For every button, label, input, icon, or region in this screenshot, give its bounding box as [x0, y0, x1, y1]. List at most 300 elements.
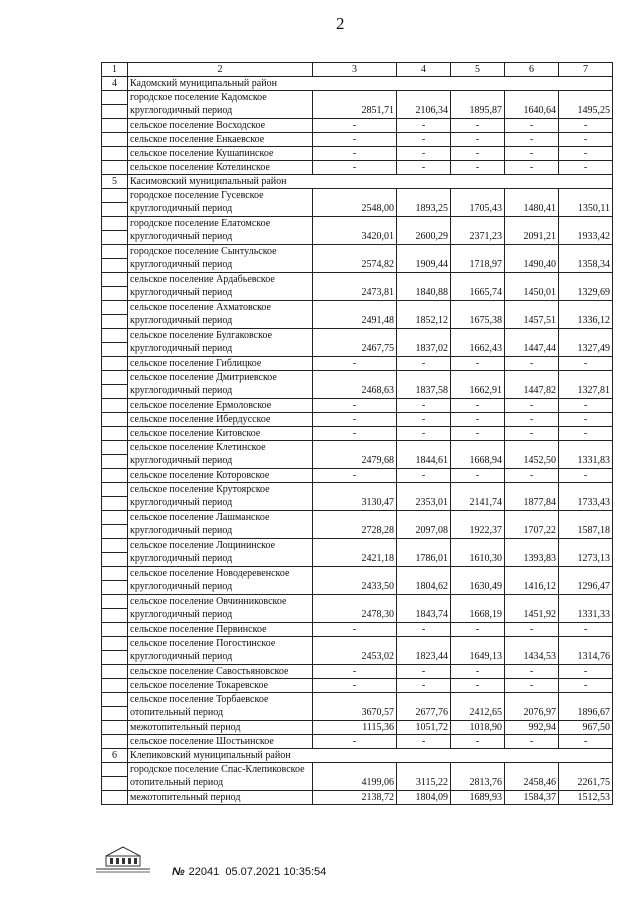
value-cell: 1331,83: [559, 455, 613, 469]
dash-cell: -: [313, 427, 397, 441]
dash-cell: -: [313, 679, 397, 693]
empty-cell: [397, 693, 451, 707]
row-index-cell: [102, 623, 128, 637]
region-row: [102, 175, 613, 189]
value-cell: 2479,68: [313, 455, 397, 469]
row-index-cell: [102, 553, 128, 567]
column-header: 2: [128, 63, 313, 77]
empty-cell: [451, 567, 505, 581]
dash-cell: -: [397, 119, 451, 133]
dash-cell: -: [451, 161, 505, 175]
dash-cell: -: [397, 413, 451, 427]
value-cell: 1804,62: [397, 581, 451, 595]
empty-cell: [505, 539, 559, 553]
region-name: Касимовский муниципальный район: [128, 175, 613, 189]
settlement-name: сельское поселение Ибердусское: [128, 413, 313, 427]
dash-cell: -: [505, 469, 559, 483]
row-index-cell: [102, 665, 128, 679]
row-index-cell: [102, 455, 128, 469]
value-cell: 2433,50: [313, 581, 397, 595]
empty-cell: [313, 371, 397, 385]
value-cell: 1718,97: [451, 259, 505, 273]
empty-cell: [313, 763, 397, 777]
period-name: круглогодичный период: [128, 525, 313, 539]
empty-cell: [451, 595, 505, 609]
dash-cell: -: [313, 161, 397, 175]
value-cell: 1610,30: [451, 553, 505, 567]
settlement-row: [102, 301, 613, 315]
document-number: 22041: [188, 866, 220, 878]
value-cell: 1665,74: [451, 287, 505, 301]
dash-cell: -: [559, 399, 613, 413]
settlement-name: сельское поселение Савостьяновское: [128, 665, 313, 679]
settlement-row: [102, 567, 613, 581]
empty-cell: [451, 91, 505, 105]
empty-cell: [313, 189, 397, 203]
dash-cell: -: [397, 357, 451, 371]
dash-cell: -: [313, 735, 397, 749]
dash-cell: -: [505, 399, 559, 413]
row-index-cell: [102, 581, 128, 595]
empty-cell: [313, 245, 397, 259]
settlement-row: [102, 371, 613, 385]
row-index-cell: [102, 539, 128, 553]
value-cell: 1786,01: [397, 553, 451, 567]
row-index-cell: [102, 343, 128, 357]
value-row: [102, 231, 613, 245]
settlement-name: сельское поселение Токаревское: [128, 679, 313, 693]
empty-cell: [505, 371, 559, 385]
value-cell: 1662,43: [451, 343, 505, 357]
value-cell: 1804,09: [397, 791, 451, 805]
stamp-emblem: [92, 842, 154, 874]
dash-cell: -: [451, 133, 505, 147]
row-index-cell: [102, 203, 128, 217]
value-row: [102, 315, 613, 329]
settlement-name: сельское поселение Торбаевское: [128, 693, 313, 707]
empty-cell: [397, 511, 451, 525]
value-row: [102, 609, 613, 623]
value-cell: 1705,43: [451, 203, 505, 217]
empty-cell: [559, 273, 613, 287]
no-value-row: [102, 665, 613, 679]
empty-cell: [451, 539, 505, 553]
settlement-row: [102, 273, 613, 287]
value-cell: 2491,48: [313, 315, 397, 329]
empty-cell: [559, 371, 613, 385]
value-row: [102, 553, 613, 567]
value-cell: 2473,81: [313, 287, 397, 301]
value-cell: 1909,44: [397, 259, 451, 273]
column-header: 5: [451, 63, 505, 77]
dash-cell: -: [505, 665, 559, 679]
value-cell: 1707,22: [505, 525, 559, 539]
settlement-name: сельское поселение Ардабьевское: [128, 273, 313, 287]
tariff-table: [101, 62, 613, 805]
row-index-cell: [102, 595, 128, 609]
value-cell: 1451,92: [505, 609, 559, 623]
value-cell: 1877,84: [505, 497, 559, 511]
value-cell: 1933,42: [559, 231, 613, 245]
value-cell: 1840,88: [397, 287, 451, 301]
row-index-cell: [102, 133, 128, 147]
empty-cell: [451, 511, 505, 525]
value-cell: 967,50: [559, 721, 613, 735]
empty-cell: [559, 329, 613, 343]
row-index-cell: [102, 259, 128, 273]
value-cell: 1823,44: [397, 651, 451, 665]
value-row: [102, 385, 613, 399]
value-cell: 1115,36: [313, 721, 397, 735]
period-name: круглогодичный период: [128, 609, 313, 623]
region-row: [102, 77, 613, 91]
settlement-name: городское поселение Кадомское: [128, 91, 313, 105]
empty-cell: [559, 91, 613, 105]
row-index-cell: [102, 329, 128, 343]
empty-cell: [397, 441, 451, 455]
value-cell: 1490,40: [505, 259, 559, 273]
empty-cell: [559, 637, 613, 651]
value-row: [102, 777, 613, 791]
empty-cell: [505, 441, 559, 455]
row-index-cell: [102, 693, 128, 707]
empty-cell: [451, 329, 505, 343]
period-name: круглогодичный период: [128, 455, 313, 469]
empty-cell: [451, 693, 505, 707]
value-cell: 1837,02: [397, 343, 451, 357]
value-cell: 1649,13: [451, 651, 505, 665]
empty-cell: [559, 567, 613, 581]
dash-cell: -: [505, 147, 559, 161]
dash-cell: -: [397, 147, 451, 161]
period-name: круглогодичный период: [128, 581, 313, 595]
value-cell: 3420,01: [313, 231, 397, 245]
value-cell: 2138,72: [313, 791, 397, 805]
value-cell: 1640,64: [505, 105, 559, 119]
value-cell: 2261,75: [559, 777, 613, 791]
dash-cell: -: [313, 413, 397, 427]
dash-cell: -: [559, 147, 613, 161]
empty-cell: [451, 483, 505, 497]
empty-cell: [397, 91, 451, 105]
column-header: 7: [559, 63, 613, 77]
empty-cell: [505, 637, 559, 651]
dash-cell: -: [313, 399, 397, 413]
settlement-name: городское поселение Спас-Клепиковское: [128, 763, 313, 777]
empty-cell: [313, 693, 397, 707]
row-index-cell: [102, 399, 128, 413]
settlement-name: сельское поселение Ермоловское: [128, 399, 313, 413]
empty-cell: [313, 441, 397, 455]
region-number: 5: [102, 175, 128, 189]
empty-cell: [451, 763, 505, 777]
settlement-name: сельское поселение Енкаевское: [128, 133, 313, 147]
row-index-cell: [102, 119, 128, 133]
row-index-cell: [102, 217, 128, 231]
empty-cell: [451, 637, 505, 651]
settlement-name: городское поселение Елатомское: [128, 217, 313, 231]
empty-cell: [397, 189, 451, 203]
row-index-cell: [102, 441, 128, 455]
row-index-cell: [102, 777, 128, 791]
empty-cell: [559, 441, 613, 455]
column-header: 3: [313, 63, 397, 77]
document-datetime: 05.07.2021 10:35:54: [225, 866, 327, 878]
settlement-row: [102, 483, 613, 497]
value-row: [102, 497, 613, 511]
row-index-cell: [102, 231, 128, 245]
settlement-name: сельское поселение Гиблицкое: [128, 357, 313, 371]
settlement-name: сельское поселение Дмитриевское: [128, 371, 313, 385]
value-cell: 1668,19: [451, 609, 505, 623]
value-cell: 1852,12: [397, 315, 451, 329]
dash-cell: -: [559, 161, 613, 175]
value-row: [102, 651, 613, 665]
dash-cell: -: [505, 735, 559, 749]
dash-cell: -: [559, 623, 613, 637]
empty-cell: [505, 189, 559, 203]
value-cell: 992,94: [505, 721, 559, 735]
value-cell: 2141,74: [451, 497, 505, 511]
empty-cell: [559, 763, 613, 777]
period-name: круглогодичный период: [128, 287, 313, 301]
period-name: круглогодичный период: [128, 315, 313, 329]
empty-cell: [559, 245, 613, 259]
period-name: круглогодичный период: [128, 343, 313, 357]
empty-cell: [397, 539, 451, 553]
value-cell: 1893,25: [397, 203, 451, 217]
value-cell: 1447,44: [505, 343, 559, 357]
no-value-row: [102, 413, 613, 427]
value-row: [102, 203, 613, 217]
region-number: 4: [102, 77, 128, 91]
value-cell: 1447,82: [505, 385, 559, 399]
period-name: круглогодичный период: [128, 553, 313, 567]
dash-cell: -: [451, 665, 505, 679]
value-row: [102, 721, 613, 735]
value-cell: 1922,37: [451, 525, 505, 539]
value-cell: 2412,65: [451, 707, 505, 721]
column-header: 4: [397, 63, 451, 77]
empty-cell: [559, 693, 613, 707]
empty-cell: [397, 217, 451, 231]
dash-cell: -: [559, 469, 613, 483]
empty-cell: [451, 441, 505, 455]
value-cell: 2600,29: [397, 231, 451, 245]
value-cell: 1480,41: [505, 203, 559, 217]
empty-cell: [505, 483, 559, 497]
empty-cell: [397, 637, 451, 651]
settlement-row: [102, 637, 613, 651]
no-value-row: [102, 119, 613, 133]
row-index-cell: [102, 189, 128, 203]
row-index-cell: [102, 483, 128, 497]
dash-cell: -: [313, 665, 397, 679]
row-index-cell: [102, 357, 128, 371]
value-cell: 1584,37: [505, 791, 559, 805]
empty-cell: [505, 273, 559, 287]
dash-cell: -: [505, 161, 559, 175]
empty-cell: [313, 483, 397, 497]
empty-cell: [397, 483, 451, 497]
value-cell: 1668,94: [451, 455, 505, 469]
settlement-name: сельское поселение Лашманское: [128, 511, 313, 525]
dash-cell: -: [451, 679, 505, 693]
value-cell: 1512,53: [559, 791, 613, 805]
value-row: [102, 581, 613, 595]
settlement-row: [102, 539, 613, 553]
value-cell: 1296,47: [559, 581, 613, 595]
dash-cell: -: [505, 679, 559, 693]
settlement-name: сельское поселение Клетинское: [128, 441, 313, 455]
no-value-row: [102, 133, 613, 147]
row-index-cell: [102, 287, 128, 301]
value-cell: 1416,12: [505, 581, 559, 595]
row-index-cell: [102, 315, 128, 329]
empty-cell: [505, 693, 559, 707]
settlement-row: [102, 763, 613, 777]
dash-cell: -: [505, 119, 559, 133]
empty-cell: [313, 273, 397, 287]
row-index-cell: [102, 707, 128, 721]
dash-cell: -: [397, 469, 451, 483]
value-cell: 3670,57: [313, 707, 397, 721]
settlement-row: [102, 189, 613, 203]
dash-cell: -: [505, 413, 559, 427]
empty-cell: [505, 763, 559, 777]
row-index-cell: [102, 609, 128, 623]
row-index-cell: [102, 679, 128, 693]
value-row: [102, 343, 613, 357]
value-cell: 1689,93: [451, 791, 505, 805]
value-cell: 1896,67: [559, 707, 613, 721]
row-index-cell: [102, 791, 128, 805]
value-cell: 2677,76: [397, 707, 451, 721]
dash-cell: -: [397, 427, 451, 441]
table-body: [102, 77, 613, 805]
settlement-name: сельское поселение Лощининское: [128, 539, 313, 553]
dash-cell: -: [313, 147, 397, 161]
empty-cell: [451, 371, 505, 385]
dash-cell: -: [313, 133, 397, 147]
empty-cell: [451, 301, 505, 315]
row-index-cell: [102, 91, 128, 105]
value-cell: 1733,43: [559, 497, 613, 511]
period-name: отопительный период: [128, 707, 313, 721]
settlement-name: сельское поселение Ахматовское: [128, 301, 313, 315]
row-index-cell: [102, 273, 128, 287]
settlement-row: [102, 595, 613, 609]
value-cell: 1358,34: [559, 259, 613, 273]
value-cell: 2076,97: [505, 707, 559, 721]
dash-cell: -: [559, 679, 613, 693]
row-index-cell: [102, 385, 128, 399]
no-value-row: [102, 147, 613, 161]
empty-cell: [505, 567, 559, 581]
value-row: [102, 259, 613, 273]
row-index-cell: [102, 511, 128, 525]
value-cell: 2851,71: [313, 105, 397, 119]
no-value-row: [102, 161, 613, 175]
value-cell: 1327,81: [559, 385, 613, 399]
value-cell: 1662,91: [451, 385, 505, 399]
dash-cell: -: [451, 413, 505, 427]
value-cell: 3130,47: [313, 497, 397, 511]
value-cell: 2097,08: [397, 525, 451, 539]
settlement-row: [102, 693, 613, 707]
empty-cell: [559, 511, 613, 525]
value-cell: 1273,13: [559, 553, 613, 567]
value-cell: 1450,01: [505, 287, 559, 301]
empty-cell: [559, 483, 613, 497]
value-cell: 2813,76: [451, 777, 505, 791]
value-cell: 1630,49: [451, 581, 505, 595]
settlement-row: [102, 245, 613, 259]
settlement-name: сельское поселение Которовское: [128, 469, 313, 483]
dash-cell: -: [397, 735, 451, 749]
row-index-cell: [102, 637, 128, 651]
empty-cell: [505, 91, 559, 105]
region-name: Клепиковский муниципальный район: [128, 749, 613, 763]
empty-cell: [313, 329, 397, 343]
dash-cell: -: [451, 399, 505, 413]
dash-cell: -: [397, 133, 451, 147]
dash-cell: -: [451, 357, 505, 371]
region-name: Кадомский муниципальный район: [128, 77, 613, 91]
settlement-name: сельское поселение Овчинниковское: [128, 595, 313, 609]
empty-cell: [505, 245, 559, 259]
value-cell: 2574,82: [313, 259, 397, 273]
region-row: [102, 749, 613, 763]
dash-cell: -: [397, 665, 451, 679]
empty-cell: [313, 595, 397, 609]
no-value-row: [102, 735, 613, 749]
value-cell: 2353,01: [397, 497, 451, 511]
dash-cell: -: [451, 147, 505, 161]
value-row: [102, 287, 613, 301]
value-cell: 1452,50: [505, 455, 559, 469]
value-cell: 1329,69: [559, 287, 613, 301]
value-cell: 1018,90: [451, 721, 505, 735]
dash-cell: -: [505, 133, 559, 147]
empty-cell: [313, 539, 397, 553]
row-index-cell: [102, 147, 128, 161]
dash-cell: -: [451, 469, 505, 483]
period-name: межотопительный период: [128, 721, 313, 735]
period-name: отопительный период: [128, 777, 313, 791]
settlement-name: сельское поселение Первинское: [128, 623, 313, 637]
period-name: круглогодичный период: [128, 203, 313, 217]
value-cell: 1331,33: [559, 609, 613, 623]
empty-cell: [451, 217, 505, 231]
empty-cell: [397, 567, 451, 581]
value-row: [102, 791, 613, 805]
row-index-cell: [102, 105, 128, 119]
settlement-name: сельское поселение Крутоярское: [128, 483, 313, 497]
dash-cell: -: [559, 735, 613, 749]
value-cell: 1844,61: [397, 455, 451, 469]
dash-cell: -: [559, 119, 613, 133]
empty-cell: [505, 301, 559, 315]
value-cell: 1843,74: [397, 609, 451, 623]
value-cell: 2371,23: [451, 231, 505, 245]
dash-cell: -: [451, 623, 505, 637]
empty-cell: [313, 301, 397, 315]
row-index-cell: [102, 651, 128, 665]
settlement-row: [102, 217, 613, 231]
period-name: круглогодичный период: [128, 105, 313, 119]
dash-cell: -: [559, 427, 613, 441]
